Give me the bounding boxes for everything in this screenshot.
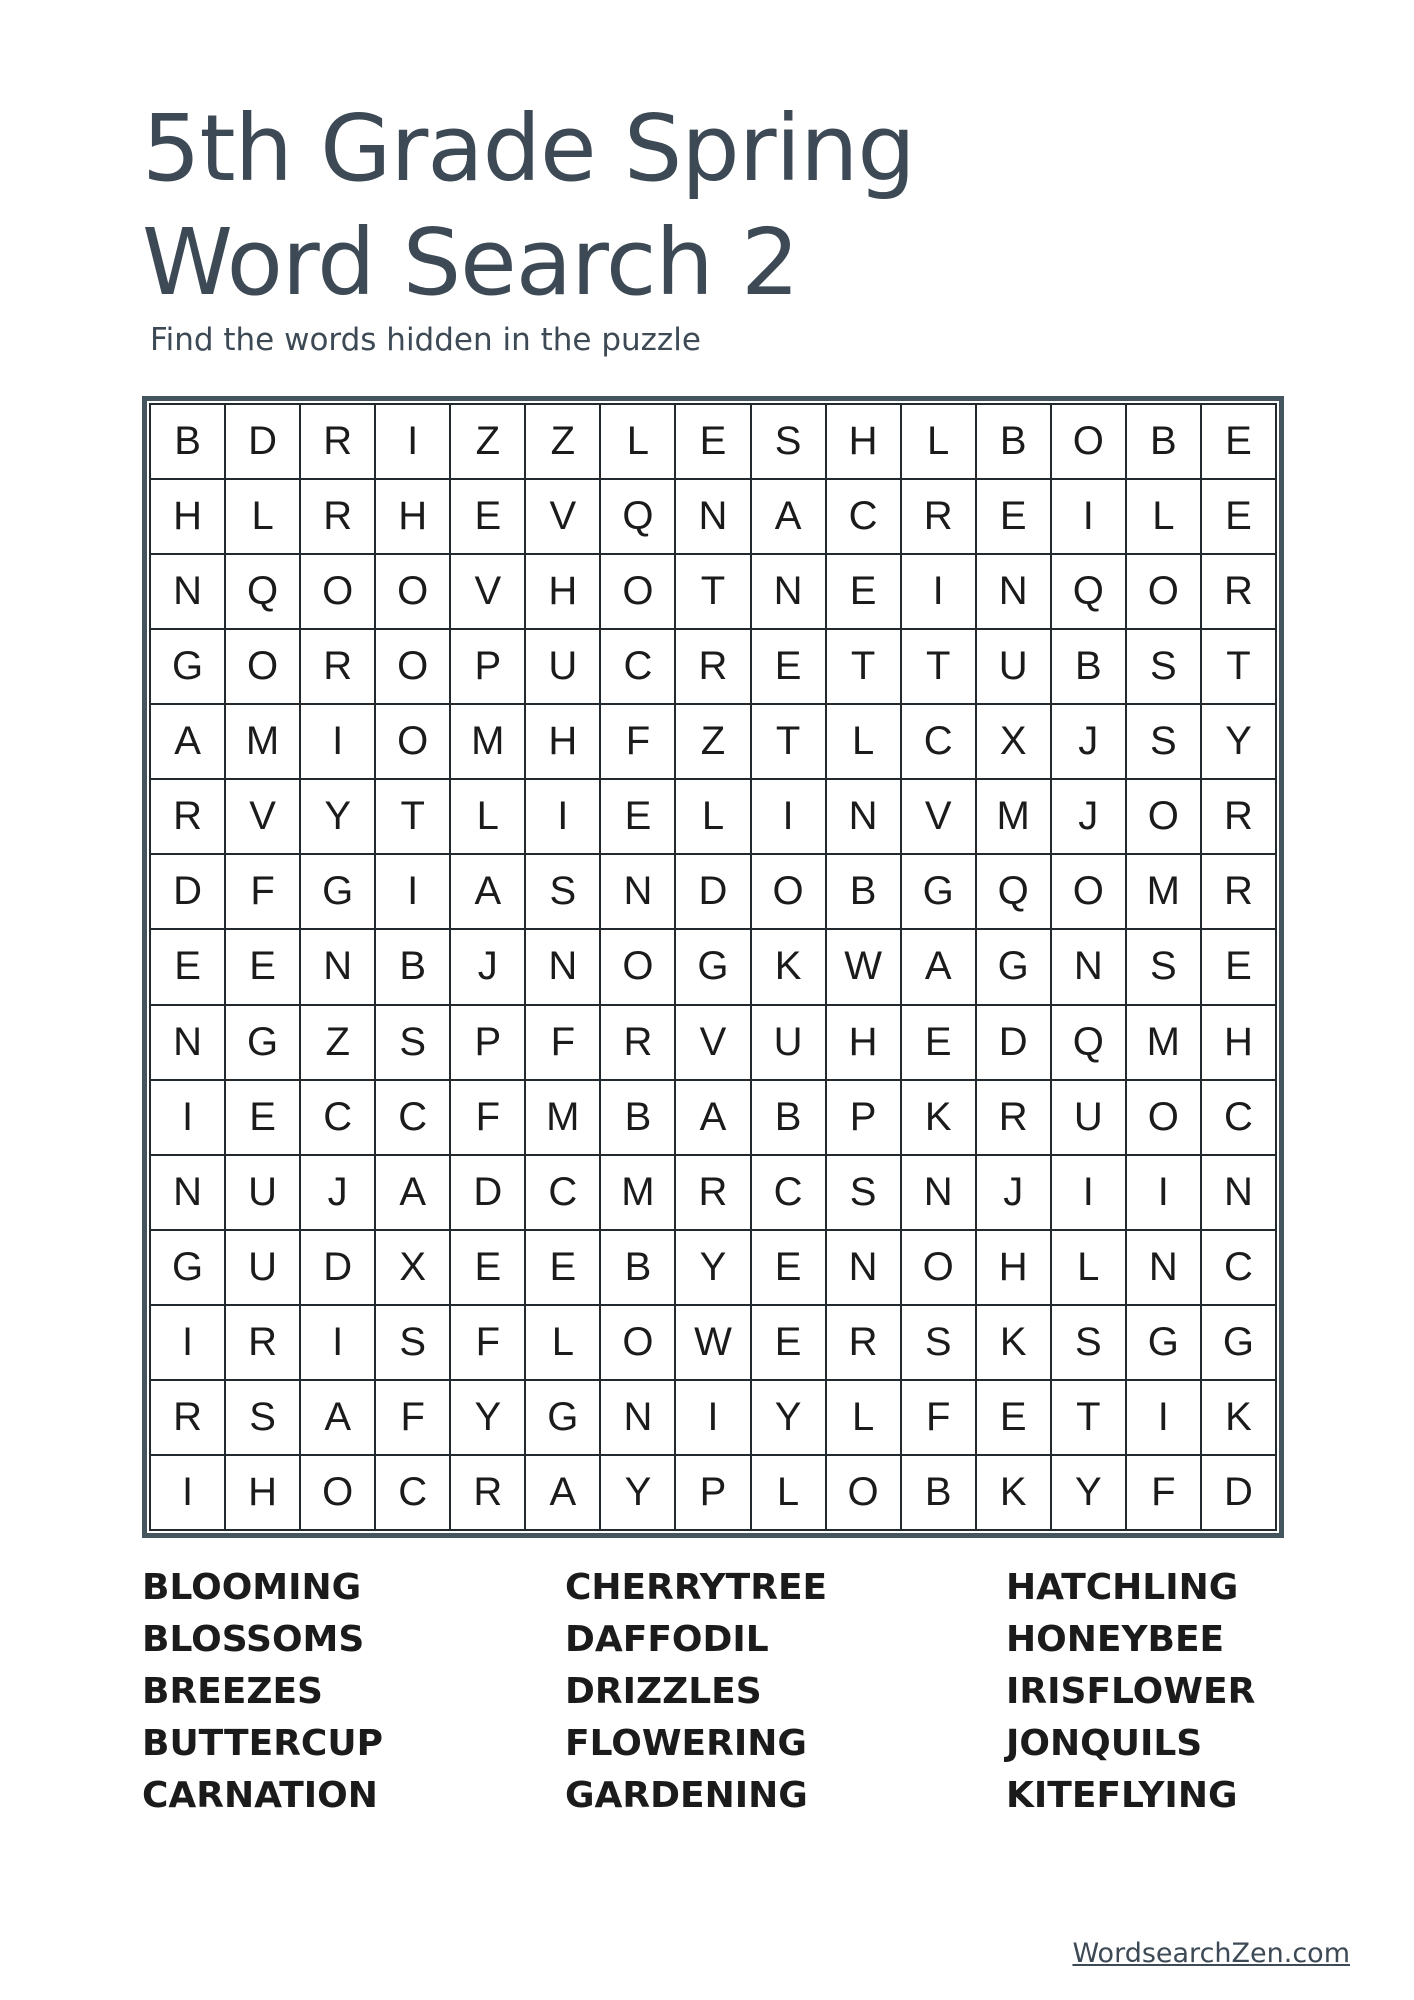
- grid-cell[interactable]: M: [1126, 1005, 1201, 1080]
- grid-row: [150, 1230, 1276, 1305]
- grid-cell[interactable]: L: [826, 704, 901, 779]
- grid-cell[interactable]: R: [600, 1005, 675, 1080]
- grid-cell[interactable]: A: [751, 479, 826, 554]
- grid-cell[interactable]: J: [450, 929, 525, 1004]
- word-list-item: DRIZZLES: [565, 1671, 762, 1712]
- grid-row: [150, 1305, 1276, 1380]
- grid-row: [150, 704, 1276, 779]
- grid-cell[interactable]: L: [450, 779, 525, 854]
- grid-cell[interactable]: E: [150, 929, 225, 1004]
- word-list-item: DAFFODIL: [565, 1619, 769, 1660]
- grid-cell[interactable]: F: [1126, 1455, 1201, 1530]
- grid-cell[interactable]: F: [901, 1380, 976, 1455]
- grid-cell[interactable]: C: [600, 629, 675, 704]
- grid-cell[interactable]: I: [1126, 1155, 1201, 1230]
- grid-cell[interactable]: O: [300, 554, 375, 629]
- grid-cell[interactable]: T: [751, 704, 826, 779]
- grid-cell[interactable]: A: [901, 929, 976, 1004]
- grid-cell[interactable]: L: [525, 1305, 600, 1380]
- grid-cell[interactable]: L: [600, 404, 675, 479]
- grid-cell[interactable]: S: [375, 1305, 450, 1380]
- grid-cell[interactable]: E: [751, 1230, 826, 1305]
- grid-cell[interactable]: F: [600, 704, 675, 779]
- grid-cell[interactable]: O: [1051, 854, 1126, 929]
- grid-cell[interactable]: I: [1051, 1155, 1126, 1230]
- grid-cell[interactable]: R: [1201, 854, 1276, 929]
- grid-cell[interactable]: P: [826, 1080, 901, 1155]
- grid-cell[interactable]: Y: [675, 1230, 750, 1305]
- grid-cell[interactable]: P: [450, 1005, 525, 1080]
- grid-row: [150, 479, 1276, 554]
- grid-cell[interactable]: F: [525, 1005, 600, 1080]
- grid-cell[interactable]: E: [1201, 404, 1276, 479]
- grid-cell[interactable]: A: [450, 854, 525, 929]
- grid-cell[interactable]: Q: [976, 854, 1051, 929]
- grid-cell[interactable]: I: [525, 779, 600, 854]
- grid-cell[interactable]: N: [751, 554, 826, 629]
- grid-cell[interactable]: I: [150, 1080, 225, 1155]
- grid-cell[interactable]: O: [1051, 404, 1126, 479]
- grid-cell[interactable]: H: [150, 479, 225, 554]
- word-list-item: HONEYBEE: [1006, 1619, 1225, 1660]
- grid-cell[interactable]: X: [976, 704, 1051, 779]
- grid-cell[interactable]: Q: [1051, 554, 1126, 629]
- site-link[interactable]: WordsearchZen.com: [1072, 1938, 1350, 1969]
- page-title: [142, 92, 915, 320]
- grid-cell[interactable]: E: [976, 479, 1051, 554]
- grid-cell[interactable]: O: [901, 1230, 976, 1305]
- grid-cell[interactable]: Z: [300, 1005, 375, 1080]
- grid-cell[interactable]: B: [901, 1455, 976, 1530]
- title-line-2: Word Search 2: [142, 209, 799, 316]
- grid-cell[interactable]: R: [675, 629, 750, 704]
- grid-cell[interactable]: W: [826, 929, 901, 1004]
- grid-cell[interactable]: C: [375, 1455, 450, 1530]
- grid-cell[interactable]: T: [901, 629, 976, 704]
- grid-cell[interactable]: L: [225, 479, 300, 554]
- grid-cell[interactable]: Y: [450, 1380, 525, 1455]
- grid-cell[interactable]: G: [525, 1380, 600, 1455]
- grid-cell[interactable]: R: [150, 779, 225, 854]
- grid-cell[interactable]: H: [826, 1005, 901, 1080]
- grid-cell[interactable]: K: [901, 1080, 976, 1155]
- word-list-column-1: [142, 1562, 383, 1822]
- grid-cell[interactable]: G: [300, 854, 375, 929]
- grid-cell[interactable]: E: [1201, 929, 1276, 1004]
- grid-cell[interactable]: H: [826, 404, 901, 479]
- grid-cell[interactable]: E: [901, 1005, 976, 1080]
- grid-cell[interactable]: T: [375, 779, 450, 854]
- grid-cell[interactable]: R: [1201, 554, 1276, 629]
- grid-cell[interactable]: E: [225, 1080, 300, 1155]
- grid-cell[interactable]: E: [675, 404, 750, 479]
- grid-cell[interactable]: H: [525, 704, 600, 779]
- grid-cell[interactable]: S: [225, 1380, 300, 1455]
- word-list-item: CARNATION: [142, 1775, 378, 1816]
- grid-cell[interactable]: K: [976, 1305, 1051, 1380]
- grid-cell[interactable]: R: [976, 1080, 1051, 1155]
- grid-cell[interactable]: F: [450, 1080, 525, 1155]
- grid-cell[interactable]: E: [1201, 479, 1276, 554]
- grid-cell[interactable]: M: [600, 1155, 675, 1230]
- grid-cell[interactable]: J: [976, 1155, 1051, 1230]
- instructions: Find the words hidden in the puzzle: [150, 322, 701, 358]
- grid-cell[interactable]: U: [1051, 1080, 1126, 1155]
- word-list: [0, 1562, 1414, 1842]
- grid-cell[interactable]: N: [300, 929, 375, 1004]
- grid-cell[interactable]: R: [150, 1380, 225, 1455]
- word-list-item: BREEZES: [142, 1671, 323, 1712]
- grid-cell[interactable]: Y: [751, 1380, 826, 1455]
- grid-cell[interactable]: S: [375, 1005, 450, 1080]
- puzzle-grid: [142, 396, 1284, 1538]
- grid-cell[interactable]: L: [901, 404, 976, 479]
- grid-cell[interactable]: O: [375, 554, 450, 629]
- grid-cell[interactable]: N: [675, 479, 750, 554]
- grid-cell[interactable]: N: [976, 554, 1051, 629]
- grid-cell[interactable]: R: [826, 1305, 901, 1380]
- grid-cell[interactable]: T: [1051, 1380, 1126, 1455]
- grid-row: [150, 779, 1276, 854]
- grid-cell[interactable]: D: [300, 1230, 375, 1305]
- grid-cell[interactable]: B: [150, 404, 225, 479]
- grid-cell[interactable]: T: [826, 629, 901, 704]
- grid-row: [150, 929, 1276, 1004]
- word-list-column-2: [565, 1562, 827, 1822]
- grid-cell[interactable]: O: [375, 704, 450, 779]
- grid-cell[interactable]: I: [300, 1305, 375, 1380]
- grid-cell[interactable]: L: [751, 1455, 826, 1530]
- grid-cell[interactable]: E: [976, 1380, 1051, 1455]
- grid-cell[interactable]: G: [976, 929, 1051, 1004]
- grid-cell[interactable]: L: [826, 1380, 901, 1455]
- grid-cell[interactable]: L: [675, 779, 750, 854]
- grid-cell[interactable]: V: [675, 1005, 750, 1080]
- grid-cell[interactable]: J: [1051, 704, 1126, 779]
- grid-row: [150, 854, 1276, 929]
- grid-cell[interactable]: O: [1126, 779, 1201, 854]
- grid-cell[interactable]: D: [150, 854, 225, 929]
- grid-cell[interactable]: S: [826, 1155, 901, 1230]
- grid-cell[interactable]: G: [150, 629, 225, 704]
- grid-cell[interactable]: F: [375, 1380, 450, 1455]
- grid-cell[interactable]: S: [525, 854, 600, 929]
- grid-cell[interactable]: B: [1051, 629, 1126, 704]
- grid-cell[interactable]: R: [675, 1155, 750, 1230]
- grid-cell[interactable]: I: [901, 554, 976, 629]
- grid-cell[interactable]: I: [1126, 1380, 1201, 1455]
- grid-cell[interactable]: N: [826, 1230, 901, 1305]
- grid-cell[interactable]: O: [751, 854, 826, 929]
- grid-cell[interactable]: D: [225, 404, 300, 479]
- grid-cell[interactable]: Q: [1051, 1005, 1126, 1080]
- grid-cell[interactable]: O: [600, 1305, 675, 1380]
- grid-cell[interactable]: Y: [1051, 1455, 1126, 1530]
- grid-cell[interactable]: Y: [1201, 704, 1276, 779]
- grid-cell[interactable]: M: [976, 779, 1051, 854]
- word-list-item: KITEFLYING: [1006, 1775, 1238, 1816]
- grid-cell[interactable]: D: [450, 1155, 525, 1230]
- grid-row: [150, 629, 1276, 704]
- grid-cell[interactable]: P: [450, 629, 525, 704]
- grid-cell[interactable]: G: [150, 1230, 225, 1305]
- grid-cell[interactable]: Z: [525, 404, 600, 479]
- grid-cell[interactable]: J: [300, 1155, 375, 1230]
- grid-cell[interactable]: Y: [300, 779, 375, 854]
- grid-cell[interactable]: W: [675, 1305, 750, 1380]
- grid-cell[interactable]: K: [976, 1455, 1051, 1530]
- grid-cell[interactable]: R: [300, 629, 375, 704]
- grid-cell[interactable]: N: [901, 1155, 976, 1230]
- grid-cell[interactable]: E: [225, 929, 300, 1004]
- grid-row: [150, 1455, 1276, 1530]
- grid-cell[interactable]: Z: [675, 704, 750, 779]
- grid-cell[interactable]: L: [1126, 479, 1201, 554]
- grid-cell[interactable]: O: [300, 1455, 375, 1530]
- grid-cell[interactable]: T: [1201, 629, 1276, 704]
- grid-row: [150, 1380, 1276, 1455]
- grid-cell[interactable]: L: [1051, 1230, 1126, 1305]
- grid-row: [150, 1005, 1276, 1080]
- grid-cell[interactable]: A: [675, 1080, 750, 1155]
- grid-cell[interactable]: H: [225, 1455, 300, 1530]
- grid-cell[interactable]: A: [150, 704, 225, 779]
- grid-cell[interactable]: U: [225, 1230, 300, 1305]
- grid-cell[interactable]: C: [751, 1155, 826, 1230]
- grid-cell[interactable]: C: [525, 1155, 600, 1230]
- grid-cell[interactable]: I: [675, 1380, 750, 1455]
- word-list-item: FLOWERING: [565, 1723, 807, 1764]
- grid-cell[interactable]: T: [675, 554, 750, 629]
- grid-cell[interactable]: B: [826, 854, 901, 929]
- grid-cell[interactable]: O: [600, 929, 675, 1004]
- grid-cell[interactable]: R: [450, 1455, 525, 1530]
- grid-cell[interactable]: H: [976, 1230, 1051, 1305]
- grid-cell[interactable]: I: [300, 704, 375, 779]
- grid-cell[interactable]: M: [1126, 854, 1201, 929]
- grid-cell[interactable]: V: [525, 479, 600, 554]
- grid-cell[interactable]: K: [751, 929, 826, 1004]
- grid-cell[interactable]: R: [225, 1305, 300, 1380]
- grid-cell[interactable]: V: [225, 779, 300, 854]
- grid-cell[interactable]: I: [150, 1305, 225, 1380]
- grid-cell[interactable]: U: [525, 629, 600, 704]
- grid-cell[interactable]: C: [1201, 1230, 1276, 1305]
- grid-cell[interactable]: O: [225, 629, 300, 704]
- title-line-1: 5th Grade Spring: [142, 95, 915, 202]
- grid-cell[interactable]: R: [300, 404, 375, 479]
- word-list-item: CHERRYTREE: [565, 1567, 828, 1608]
- grid-cell[interactable]: Q: [225, 554, 300, 629]
- grid-cell[interactable]: B: [600, 1230, 675, 1305]
- grid-row: [150, 404, 1276, 479]
- word-list-item: HATCHLING: [1006, 1567, 1239, 1608]
- grid-row: [150, 1080, 1276, 1155]
- grid-cell[interactable]: Q: [600, 479, 675, 554]
- grid-cell[interactable]: H: [525, 554, 600, 629]
- grid-cell[interactable]: U: [976, 629, 1051, 704]
- grid-cell[interactable]: O: [1126, 554, 1201, 629]
- grid-cell[interactable]: O: [600, 554, 675, 629]
- grid-cell[interactable]: C: [300, 1080, 375, 1155]
- grid-cell[interactable]: C: [375, 1080, 450, 1155]
- grid-cell[interactable]: F: [225, 854, 300, 929]
- grid-cell[interactable]: S: [751, 404, 826, 479]
- grid-cell[interactable]: C: [826, 479, 901, 554]
- grid-cell[interactable]: E: [450, 479, 525, 554]
- grid-cell[interactable]: S: [1126, 929, 1201, 1004]
- grid-cell[interactable]: N: [1201, 1155, 1276, 1230]
- grid-cell[interactable]: R: [300, 479, 375, 554]
- grid-cell[interactable]: G: [1201, 1305, 1276, 1380]
- grid-cell[interactable]: M: [450, 704, 525, 779]
- grid-cell[interactable]: N: [826, 779, 901, 854]
- grid-cell[interactable]: G: [1126, 1305, 1201, 1380]
- word-list-item: BLOOMING: [142, 1567, 362, 1608]
- grid-row: [150, 1155, 1276, 1230]
- grid-cell[interactable]: O: [375, 629, 450, 704]
- grid-cell[interactable]: I: [150, 1455, 225, 1530]
- grid-cell[interactable]: A: [300, 1380, 375, 1455]
- grid-cell[interactable]: S: [1126, 704, 1201, 779]
- grid-cell[interactable]: E: [600, 779, 675, 854]
- grid-cell[interactable]: N: [525, 929, 600, 1004]
- grid-cell[interactable]: O: [826, 1455, 901, 1530]
- grid-cell[interactable]: N: [150, 1155, 225, 1230]
- grid-cell[interactable]: E: [450, 1230, 525, 1305]
- word-list-item: IRISFLOWER: [1006, 1671, 1256, 1712]
- grid-cell[interactable]: F: [450, 1305, 525, 1380]
- word-list-item: GARDENING: [565, 1775, 808, 1816]
- puzzle-table: [149, 403, 1277, 1531]
- grid-cell[interactable]: B: [751, 1080, 826, 1155]
- grid-cell[interactable]: N: [600, 854, 675, 929]
- word-list-item: BUTTERCUP: [142, 1723, 383, 1764]
- grid-cell[interactable]: K: [1201, 1380, 1276, 1455]
- grid-cell[interactable]: B: [1126, 404, 1201, 479]
- grid-cell[interactable]: H: [1201, 1005, 1276, 1080]
- grid-cell[interactable]: N: [1051, 929, 1126, 1004]
- word-list-item: JONQUILS: [1006, 1723, 1203, 1764]
- grid-cell[interactable]: R: [1201, 779, 1276, 854]
- grid-cell[interactable]: M: [525, 1080, 600, 1155]
- grid-cell[interactable]: V: [901, 779, 976, 854]
- grid-cell[interactable]: B: [976, 404, 1051, 479]
- word-list-item: BLOSSOMS: [142, 1619, 365, 1660]
- grid-cell[interactable]: G: [901, 854, 976, 929]
- grid-cell[interactable]: U: [751, 1005, 826, 1080]
- grid-cell[interactable]: S: [901, 1305, 976, 1380]
- grid-cell[interactable]: I: [751, 779, 826, 854]
- grid-cell[interactable]: Y: [600, 1455, 675, 1530]
- grid-cell[interactable]: I: [1051, 479, 1126, 554]
- grid-cell[interactable]: G: [675, 929, 750, 1004]
- grid-cell[interactable]: N: [150, 554, 225, 629]
- grid-cell[interactable]: N: [1126, 1230, 1201, 1305]
- grid-cell[interactable]: M: [225, 704, 300, 779]
- grid-cell[interactable]: U: [225, 1155, 300, 1230]
- grid-row: [150, 554, 1276, 629]
- grid-cell[interactable]: P: [675, 1455, 750, 1530]
- grid-cell[interactable]: A: [525, 1455, 600, 1530]
- grid-cell[interactable]: V: [450, 554, 525, 629]
- grid-cell[interactable]: O: [1126, 1080, 1201, 1155]
- grid-cell[interactable]: E: [751, 629, 826, 704]
- grid-cell[interactable]: E: [826, 554, 901, 629]
- grid-cell[interactable]: R: [901, 479, 976, 554]
- grid-cell[interactable]: C: [1201, 1080, 1276, 1155]
- grid-cell[interactable]: D: [675, 854, 750, 929]
- grid-cell[interactable]: N: [150, 1005, 225, 1080]
- grid-cell[interactable]: A: [375, 1155, 450, 1230]
- grid-cell[interactable]: D: [1201, 1455, 1276, 1530]
- grid-cell[interactable]: J: [1051, 779, 1126, 854]
- grid-cell[interactable]: Z: [450, 404, 525, 479]
- grid-cell[interactable]: G: [225, 1005, 300, 1080]
- grid-cell[interactable]: I: [375, 854, 450, 929]
- word-list-column-3: [1006, 1562, 1255, 1822]
- grid-cell[interactable]: C: [901, 704, 976, 779]
- grid-cell[interactable]: E: [751, 1305, 826, 1380]
- grid-cell[interactable]: B: [375, 929, 450, 1004]
- grid-cell[interactable]: H: [375, 479, 450, 554]
- grid-cell[interactable]: S: [1051, 1305, 1126, 1380]
- grid-cell[interactable]: N: [600, 1380, 675, 1455]
- grid-cell[interactable]: B: [600, 1080, 675, 1155]
- grid-cell[interactable]: E: [525, 1230, 600, 1305]
- grid-cell[interactable]: D: [976, 1005, 1051, 1080]
- grid-cell[interactable]: X: [375, 1230, 450, 1305]
- grid-cell[interactable]: S: [1126, 629, 1201, 704]
- grid-cell[interactable]: I: [375, 404, 450, 479]
